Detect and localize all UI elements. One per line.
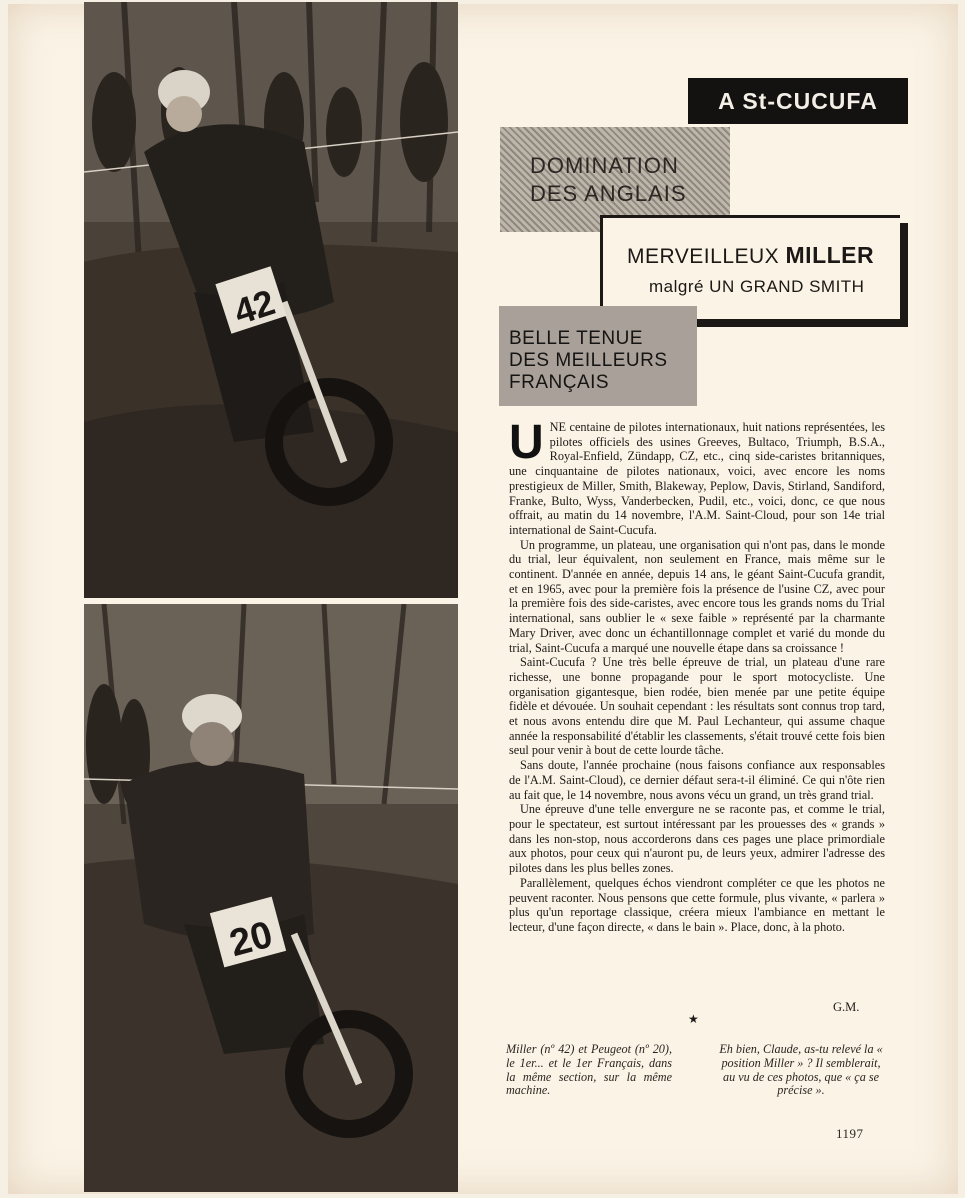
article-paragraph: Saint-Cucufa ? Une très belle épreuve de trial, un plateau d'une rare richesse, une bonne propagande pour le sport motocycliste. Une organisation gigantesque, bien rodée, bien menée par une petite équipe fidèle et dévouée. Un souhait cependant : les résultats sont connus trop tard, et nous avons entendu dire que M. Paul Lechanteur, qui assume chaque année la responsabilité d'établir les classements, s'était trouvé cette fois bien seul pour venir à bout de cette lourde tâche.	[509, 655, 885, 758]
photo-rider-42-image	[84, 2, 458, 598]
article-body	[509, 416, 885, 935]
subhead-line-2: malgré UN GRAND SMITH	[649, 277, 865, 296]
subhead-name: MILLER	[785, 242, 875, 268]
article-paragraph: Un programme, un plateau, une organisation qui n'ont pas, dans le monde du trial, leur équivalent, non seulement en France, mais même sur le continent. D'année en année, depuis 14 ans, le géant Saint-Cucufa grandit, et en 1965, avec pour la première fois la présence de l'usine CZ, avec pour la première fois des side-caristes, avec encore tous les grands noms du Trial international, sans oublier le « sexe faible » représenté par la charmante Mary Driver, avec donc un échantillonnage complet et varié du monde du trial, Saint-Cucufa a marqué une nouvelle étape dans sa croissance !	[509, 537, 885, 655]
star-separator: ★	[688, 1012, 699, 1026]
photo-rider-20	[84, 604, 458, 1192]
deck-line-2: DES MEILLEURS	[509, 350, 668, 371]
subhead-line-1	[627, 242, 900, 269]
headline-line-2: DES ANGLAIS	[530, 180, 687, 206]
section-banner: A St-CUCUFA	[688, 78, 908, 124]
photo-caption-right: Eh bien, Claude, as-tu relevé la « position Miller » ? Il semblerait, au vu de ces photos, que « ça se précise ».	[719, 1042, 883, 1098]
deck-line-3: FRANÇAIS	[509, 372, 610, 393]
deck-box	[499, 306, 697, 406]
page-number: 1197	[836, 1126, 864, 1141]
subhead-box	[600, 215, 900, 319]
deck-line-1: BELLE TENUE	[509, 328, 643, 349]
race-number-20: 20	[225, 913, 278, 966]
photo-rider-42	[84, 2, 458, 598]
photo-rider-20-image	[84, 604, 458, 1192]
author-signature: G.M.	[833, 1000, 860, 1014]
article-paragraph: NE centaine de pilotes internationaux, huit nations représentées, les pilotes officiels des usines Greeves, Bultaco, Triumph, B.S.A., Royal-Enfield, Zündapp, CZ, etc., cinq side-caristes britanniques, une cinquantaine de pilotes nationaux, voici, avec encore les noms prestigieux de Miller, Smith, Blakeway, Peplow, Davis, Stirland, Sandiford, Franke, Bulto, Wyss, Vanderbecken, Pudil, etc., voici, donc, ce que nous offrait, au matin du 14 novembre, l'A.M. Saint-Cloud, pour son 14e trial international de Saint-Cucufa.	[509, 420, 885, 537]
drop-cap: U	[509, 416, 544, 469]
headline-line-1: DOMINATION	[530, 152, 679, 178]
article-paragraph: Une épreuve d'une telle envergure ne se raconte pas, et comme le trial, pour le spectateur, est surtout intéressant par les prouesses des « grands » dans les non-stop, nous accorderons dans ces pages une place primordiale aux photos, pour ceux qui n'auront pu, de leurs yeux, admirer l'adresse des pilotes dans les plus belles zones.	[509, 802, 885, 876]
subhead-prefix: MERVEILLEUX	[627, 245, 780, 268]
photo-caption-left: Miller (nº 42) et Peugeot (nº 20), le 1er... et le 1er Français, dans la même section, sur la même machine.	[506, 1042, 672, 1098]
race-number-42: 42	[228, 281, 280, 333]
article-paragraph: Sans doute, l'année prochaine (nous faisons confiance aux responsables de l'A.M. Saint-Cloud), ce dernier défaut sera-t-il éliminé. Ce qui n'ôte rien au fait que, le 14 novembre, nous avons vécu un grand, un très grand trial.	[509, 758, 885, 802]
article-paragraph: Parallèlement, quelques échos viendront compléter ce que les photos ne peuvent raconter. Nous pensons que cette formule, plus vivante, « parlera » plus qu'un reportage classique, créera mieux l'ambiance en mettant le lecteur, d'une façon directe, « dans le bain ». Place, donc, à la photo.	[509, 875, 885, 934]
